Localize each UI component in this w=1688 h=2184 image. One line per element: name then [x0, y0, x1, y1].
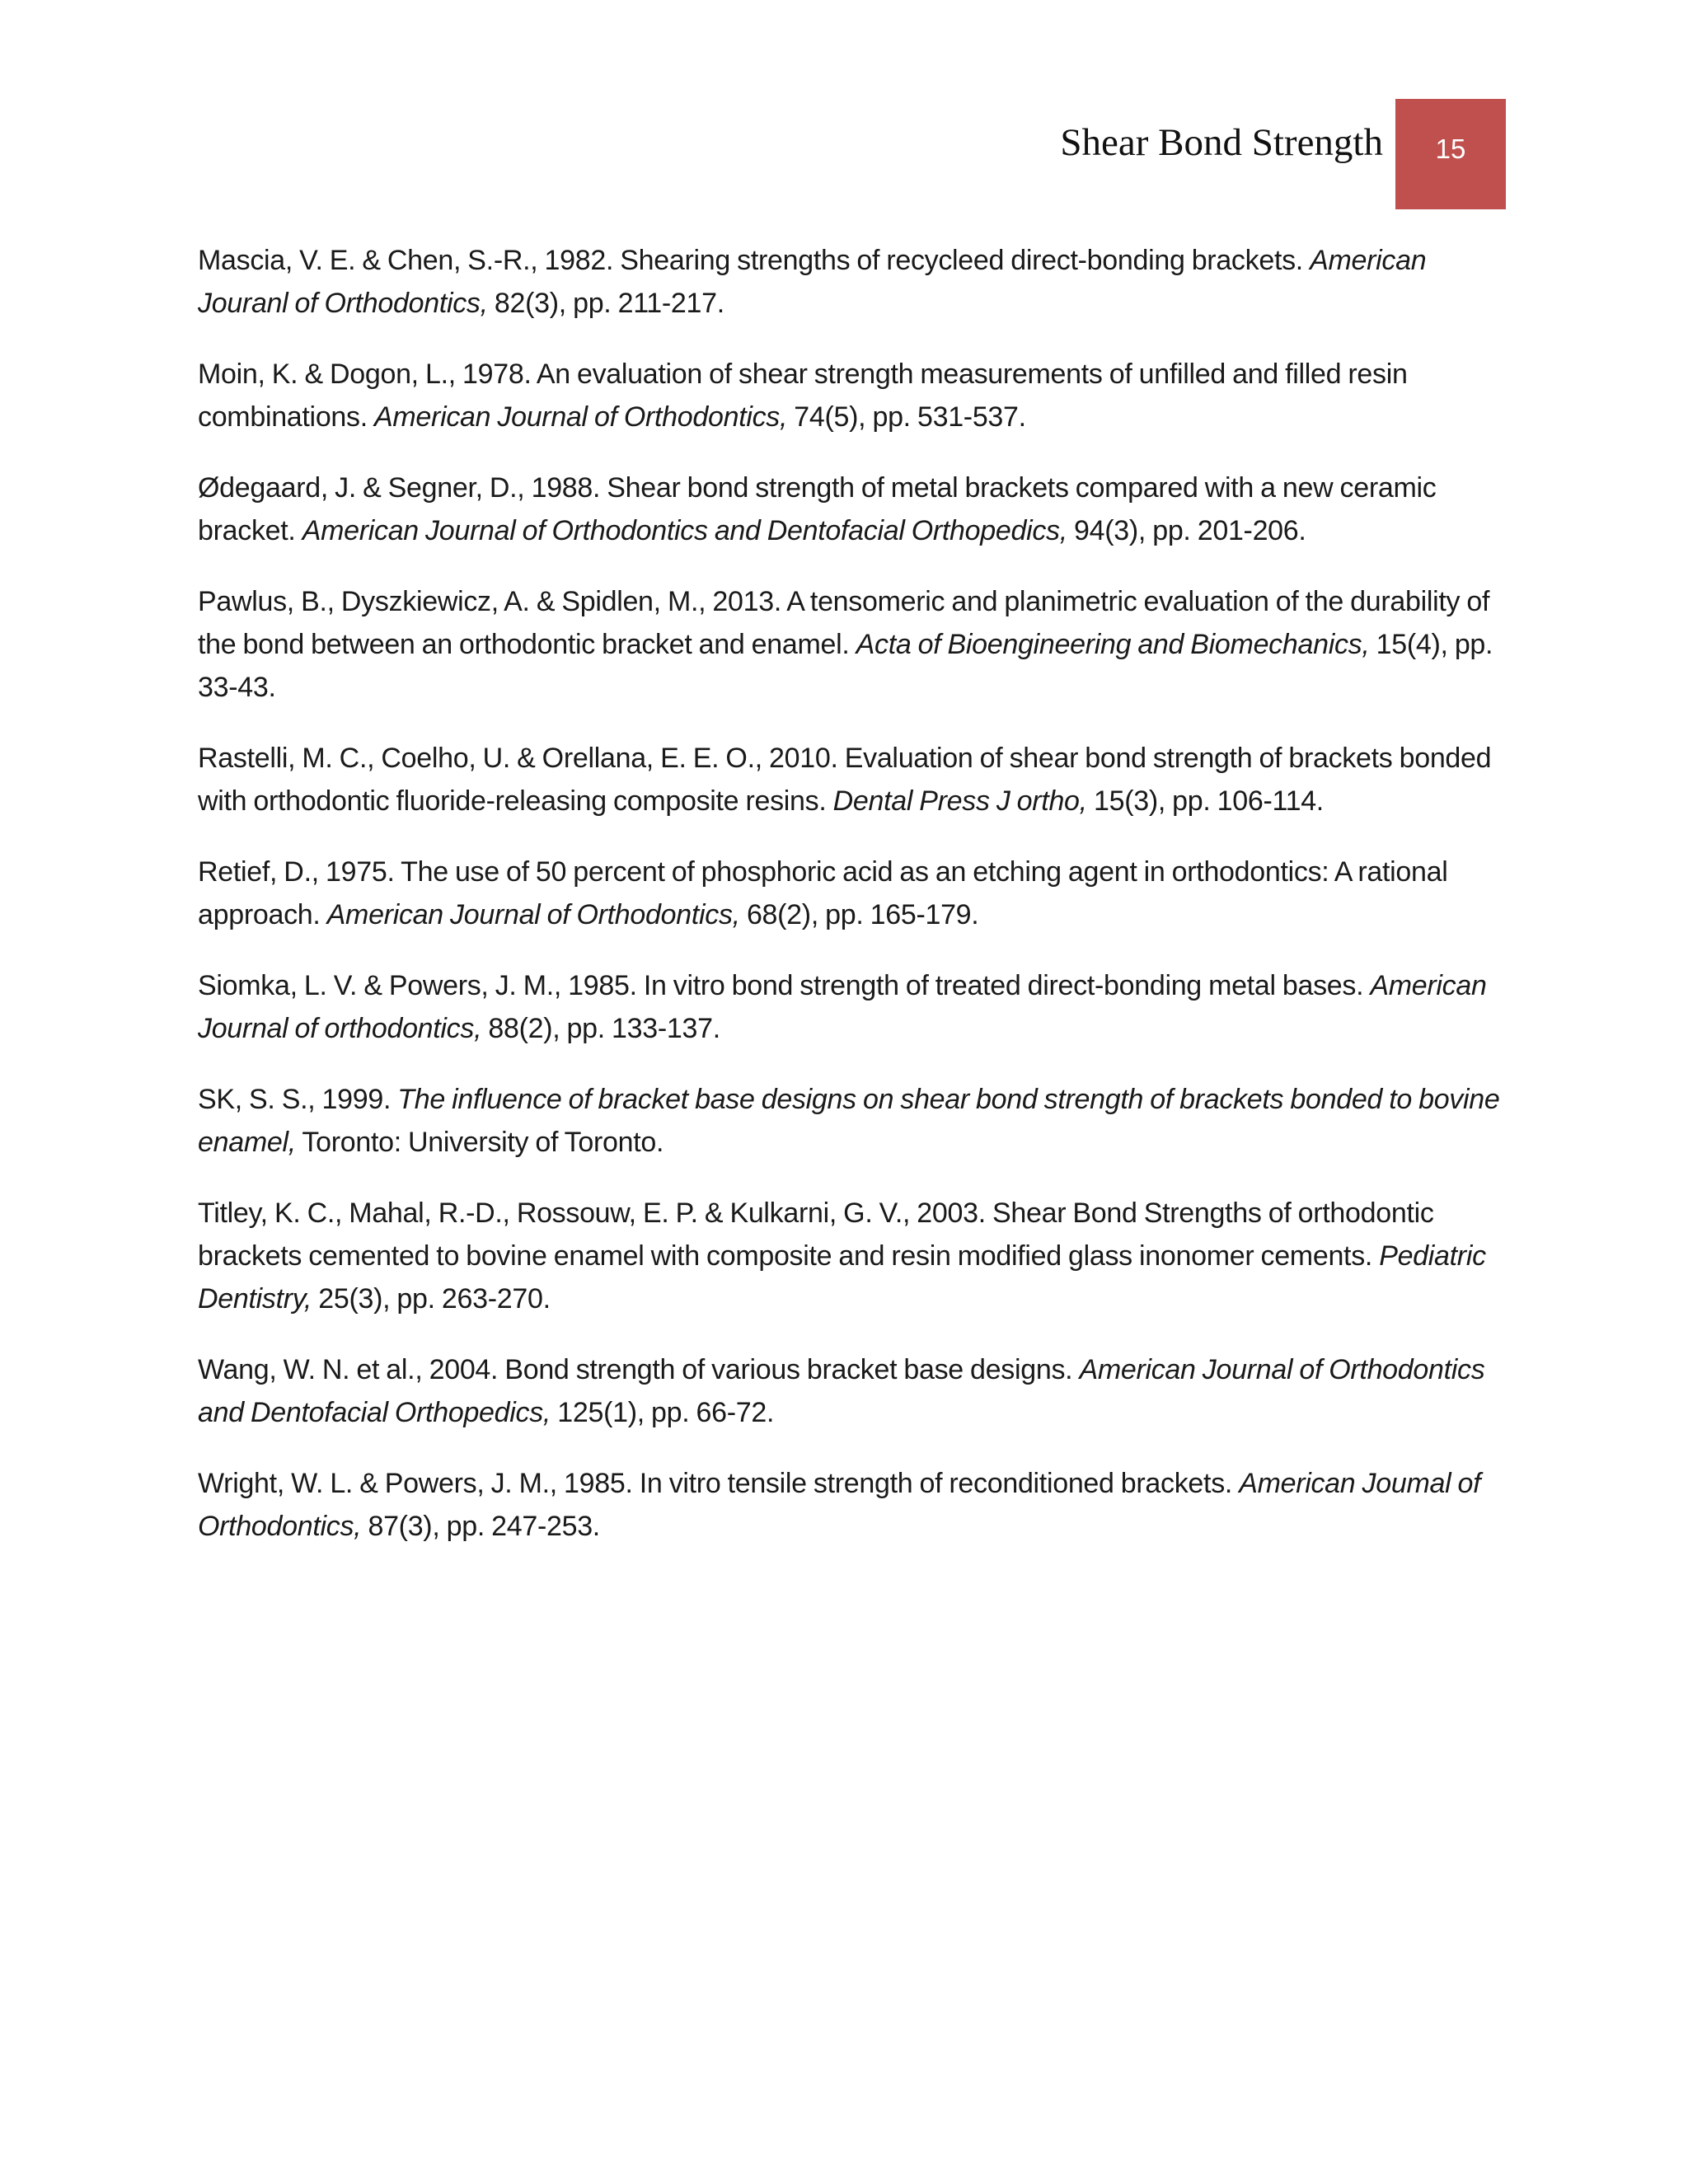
reference-citation: 82(3), pp. 211-217. [487, 288, 724, 319]
reference-text: Ødegaard, J. & Segner, D., 1988. Shear bond strength of metal brackets compared with a new ceramic bracket. [198, 472, 1437, 546]
reference-journal: American Journal of Orthodontics, [326, 899, 740, 930]
reference-citation: 25(3), pp. 263-270. [312, 1283, 551, 1315]
reference-text: Wright, W. L. & Powers, J. M., 1985. In vitro tensile strength of reconditioned brackets. [198, 1468, 1240, 1499]
reference-citation: 125(1), pp. 66-72. [551, 1397, 775, 1428]
reference-journal: Pediatric Dentistry, [198, 1240, 1486, 1315]
reference-text: Retief, D., 1975. The use of 50 percent of phosphoric acid as an etching agent in orthodontics: A rational approach. [198, 856, 1448, 930]
reference-entry [198, 1078, 1500, 1164]
reference-list [198, 239, 1500, 1576]
reference-text: Siomka, L. V. & Powers, J. M., 1985. In vitro bond strength of treated direct-bonding metal bases. [198, 970, 1371, 1001]
reference-text: Rastelli, M. C., Coelho, U. & Orellana, E. E. O., 2010. Evaluation of shear bond strength of brackets bonded with orthodontic fluoride-releasing composite resins. [198, 743, 1492, 817]
reference-text: Mascia, V. E. & Chen, S.-R., 1982. Shearing strengths of recycleed direct-bonding brackets. [198, 245, 1311, 276]
reference-text: Pawlus, B., Dyszkiewicz, A. & Spidlen, M., 2013. A tensomeric and planimetric evaluation of the durability of the bond between an orthodontic bracket and enamel. [198, 586, 1490, 660]
page-number-badge [1395, 99, 1506, 209]
reference-text: Wang, W. N. et al., 2004. Bond strength of various bracket base designs. [198, 1354, 1080, 1385]
reference-citation: 87(3), pp. 247-253. [361, 1511, 600, 1542]
reference-journal: American Jouranl of Orthodontics, [198, 245, 1427, 319]
reference-journal: American Journal of Orthodontics and Dentofacial Orthopedics, [302, 515, 1067, 546]
reference-journal: American Joumal of Orthodontics, [198, 1468, 1481, 1542]
reference-journal: Acta of Bioengineering and Biomechanics, [856, 629, 1370, 660]
reference-text: Titley, K. C., Mahal, R.-D., Rossouw, E. P. & Kulkarni, G. V., 2003. Shear Bond Strengths of orthodontic brackets cemented to bovine enamel with composite and resin modified glass inonomer cements. [198, 1197, 1434, 1272]
reference-journal: American Journal of Orthodontics and Dentofacial Orthopedics, [198, 1354, 1485, 1428]
reference-citation: 15(4), pp. 33-43. [198, 629, 1493, 703]
page-header [0, 0, 1688, 214]
reference-entry [198, 737, 1500, 823]
reference-entry [198, 580, 1500, 709]
running-head-title: Shear Bond Strength [1060, 121, 1383, 164]
reference-citation: 74(5), pp. 531-537. [787, 401, 1026, 433]
reference-text: Moin, K. & Dogon, L., 1978. An evaluation of shear strength measurements of unfilled and filled resin combinations. [198, 359, 1408, 433]
page-number: 15 [1435, 134, 1466, 164]
reference-citation: 88(2), pp. 133-137. [481, 1013, 720, 1044]
reference-journal: Dental Press J ortho, [832, 785, 1087, 817]
reference-entry [198, 1348, 1500, 1434]
reference-journal: The influence of bracket base designs on shear bond strength of brackets bonded to bovine enamel, [198, 1084, 1500, 1158]
reference-journal: American Journal of orthodontics, [198, 970, 1487, 1044]
reference-entry [198, 1462, 1500, 1548]
reference-citation: 94(3), pp. 201-206. [1067, 515, 1306, 546]
reference-entry [198, 851, 1500, 936]
reference-entry [198, 964, 1500, 1050]
reference-entry [198, 353, 1500, 438]
reference-entry [198, 239, 1500, 325]
reference-entry [198, 466, 1500, 552]
reference-citation: Toronto: University of Toronto. [295, 1127, 664, 1158]
reference-entry [198, 1192, 1500, 1320]
reference-citation: 68(2), pp. 165-179. [739, 899, 979, 930]
reference-citation: 15(3), pp. 106-114. [1086, 785, 1324, 817]
reference-text: SK, S. S., 1999. [198, 1084, 398, 1115]
reference-journal: American Journal of Orthodontics, [374, 401, 788, 433]
